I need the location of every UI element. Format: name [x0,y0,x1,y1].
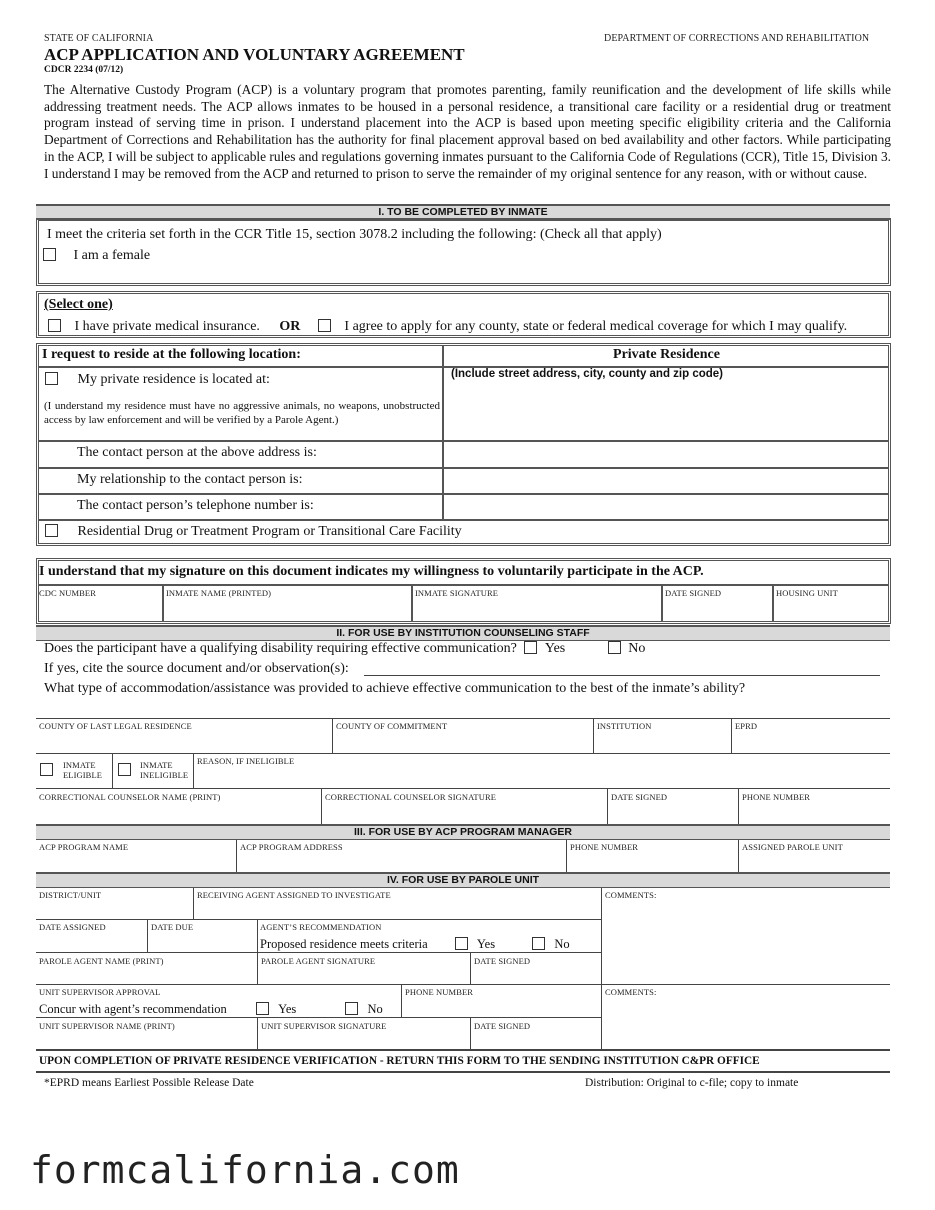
insurance-row [48,319,847,335]
section-1-header: I. TO BE COMPLETED BY INMATE [36,204,890,220]
section-2-header: II. FOR USE BY INSTITUTION COUNSELING STAFF [36,625,890,641]
department-label: DEPARTMENT OF CORRECTIONS AND REHABILITATION [604,33,870,44]
accommodation-label: What type of accommodation/assistance was provided to achieve effective communication to the best of the inmate’s ability? [44,681,746,696]
section-3-header: III. FOR USE BY ACP PROGRAM MANAGER [36,824,890,840]
insurance-box [36,291,891,338]
residence-note: (I understand my residence must have no aggressive animals, no weapons, unobstructed access by law enforcement and will be verified by a Parole Agent.) [44,400,440,426]
private-residence-label: My private residence is located at: [77,372,270,387]
contact-person-label: The contact person at the above address is: [77,445,317,460]
district-unit-field[interactable]: DISTRICT/UNIT [39,890,102,900]
female-label: I am a female [73,248,151,263]
concur-row [39,1002,383,1017]
acp-program-name-field[interactable]: ACP PROGRAM NAME [39,842,129,852]
receiving-agent-field[interactable]: RECEIVING AGENT ASSIGNED TO INVESTIGATE [197,890,391,900]
date-assigned-field[interactable]: DATE ASSIGNED [39,922,106,932]
disability-question-row [44,641,645,657]
parole-agent-name-field[interactable]: PAROLE AGENT NAME (PRINT) [39,956,164,966]
proposed-yes-checkbox[interactable] [455,937,468,950]
criteria-text: I meet the criteria set forth in the CCR Title 15, section 3078.2 including the following: (Check all that apply) [47,227,662,242]
return-notice: UPON COMPLETION OF PRIVATE RESIDENCE VERIFICATION - RETURN THIS FORM TO THE SENDING INSTITUTION C&PR OFFICE [39,1055,760,1067]
parole-agent-signature-field[interactable]: PAROLE AGENT SIGNATURE [261,956,376,966]
residential-program-row [45,524,462,540]
counselor-signature-field[interactable]: CORRECTIONAL COUNSELOR SIGNATURE [325,792,496,802]
private-residence-header: Private Residence [613,347,720,362]
private-insurance-label: I have private medical insurance. [74,319,260,334]
signature-statement: I understand that my signature on this document indicates my willingness to voluntarily participate in the ACP. [39,564,704,579]
criteria-box [36,218,891,286]
inmate-ineligible-checkbox[interactable] [118,763,131,776]
unit-supervisor-date-field[interactable]: DATE SIGNED [474,1021,531,1031]
inmate-ineligible-label: INMATE INELIGIBLE [140,760,189,780]
cite-field[interactable] [364,675,880,676]
residential-program-label: Residential Drug or Treatment Program or Transitional Care Facility [77,524,462,539]
parole-agent-date-field[interactable]: DATE SIGNED [474,956,531,966]
telephone-label: The contact person’s telephone number is: [77,498,314,513]
disability-question: Does the participant have a qualifying disability requiring effective communication? [44,641,517,656]
distribution-note: Distribution: Original to c-file; copy to inmate [585,1077,799,1089]
concur-no-checkbox[interactable] [345,1002,358,1015]
disability-yes-label: Yes [544,641,566,656]
relationship-field[interactable] [444,469,888,492]
medical-coverage-label: I agree to apply for any county, state or federal medical coverage for which I may qualify. [344,319,848,334]
eprd-note: *EPRD means Earliest Possible Release Date [44,1077,254,1089]
select-one-label: (Select one) [44,297,113,312]
comments-1-field[interactable]: COMMENTS: [605,890,657,900]
medical-coverage-checkbox[interactable] [318,319,331,332]
housing-unit-field[interactable]: HOUSING UNIT [776,588,838,598]
acp-program-address-field[interactable]: ACP PROGRAM ADDRESS [240,842,343,852]
or-label: OR [279,319,301,334]
state-label: STATE OF CALIFORNIA [44,33,154,44]
counselor-date-field[interactable]: DATE SIGNED [611,792,668,802]
section-4-header: IV. FOR USE BY PAROLE UNIT [36,872,890,888]
proposed-residence-row [260,937,570,952]
proposed-no-checkbox[interactable] [532,937,545,950]
acp-phone-field[interactable]: PHONE NUMBER [570,842,639,852]
residential-program-checkbox[interactable] [45,524,58,537]
institution-field[interactable]: INSTITUTION [597,721,652,731]
watermark: formcalifornia.com [30,1148,460,1192]
telephone-field[interactable] [444,495,888,518]
assigned-parole-unit-field[interactable]: ASSIGNED PAROLE UNIT [742,842,843,852]
comments-2-field[interactable]: COMMENTS: [605,987,657,997]
private-insurance-checkbox[interactable] [48,319,61,332]
cite-label: If yes, cite the source document and/or observation(s): [44,661,349,676]
residence-row [45,372,270,388]
agent-recommendation-label: AGENT’S RECOMMENDATION [260,922,382,932]
inmate-eligible-checkbox[interactable] [40,763,53,776]
disability-yes-checkbox[interactable] [524,641,537,654]
concur-label: Concur with agent’s recommendation [39,1002,227,1016]
counselor-phone-field[interactable]: PHONE NUMBER [742,792,811,802]
date-signed-field[interactable]: DATE SIGNED [665,588,722,598]
unit-supervisor-approval-label: UNIT SUPERVISOR APPROVAL [39,987,161,997]
female-checkbox[interactable] [43,248,56,261]
date-due-field[interactable]: DATE DUE [151,922,194,932]
unit-supervisor-signature-field[interactable]: UNIT SUPERVISOR SIGNATURE [261,1021,387,1031]
disability-no-checkbox[interactable] [608,641,621,654]
contact-person-field[interactable] [444,442,888,466]
inmate-name-field[interactable]: INMATE NAME (PRINTED) [166,588,272,598]
supervisor-phone-field[interactable]: PHONE NUMBER [405,987,474,997]
female-row [43,248,150,264]
relationship-label: My relationship to the contact person is: [77,472,303,487]
disability-no-label: No [628,641,646,656]
concur-yes-checkbox[interactable] [256,1002,269,1015]
inmate-signature-field[interactable]: INMATE SIGNATURE [415,588,499,598]
include-address-note: (Include street address, city, county and zip code) [451,368,724,380]
concur-no-label: No [367,1002,383,1016]
concur-yes-label: Yes [278,1002,297,1016]
private-residence-checkbox[interactable] [45,372,58,385]
county-legal-residence-field[interactable]: COUNTY OF LAST LEGAL RESIDENCE [39,721,192,731]
proposed-yes-label: Yes [476,937,496,951]
reason-ineligible-field[interactable]: REASON, IF INELIGIBLE [197,756,295,766]
counselor-name-field[interactable]: CORRECTIONAL COUNSELOR NAME (PRINT) [39,792,221,802]
private-residence-address-field[interactable] [444,384,888,438]
unit-supervisor-name-field[interactable]: UNIT SUPERVISOR NAME (PRINT) [39,1021,175,1031]
form-title: ACP APPLICATION AND VOLUNTARY AGREEMENT [44,45,465,64]
cdc-number-field[interactable]: CDC NUMBER [39,588,96,598]
proposed-no-label: No [554,937,570,951]
intro-paragraph: The Alternative Custody Program (ACP) is a voluntary program that promotes parenting, family reunification and the development of life skills while addressing treatment needs. The ACP allows inmates to be housed in a personal residence, a transitional care facility or a residential drug or treatment program instead of serving time in prison. I understand placement into the ACP is based upon meeting specific eligibility criteria and the California Department of Corrections and Rehabilitation has the authority for final placement approval based on bed availability and other factors. While participating in the ACP, I will be subject to applicable rules and regulations governing inmates pursuant to the California Code of Regulations (CCR), Title 15, Division 3. I understand I may be removed from the ACP and returned to prison to serve the remainder of my original sentence for any reason, with or without cause. [44,82,891,181]
county-commitment-field[interactable]: COUNTY OF COMMITMENT [336,721,448,731]
reside-header: I request to reside at the following location: [42,347,301,362]
proposed-residence-label: Proposed residence meets criteria [260,937,428,951]
eprd-field[interactable]: EPRD [735,721,758,731]
inmate-eligible-label: INMATE ELIGIBLE [63,760,103,780]
form-number: CDCR 2234 (07/12) [44,65,124,75]
